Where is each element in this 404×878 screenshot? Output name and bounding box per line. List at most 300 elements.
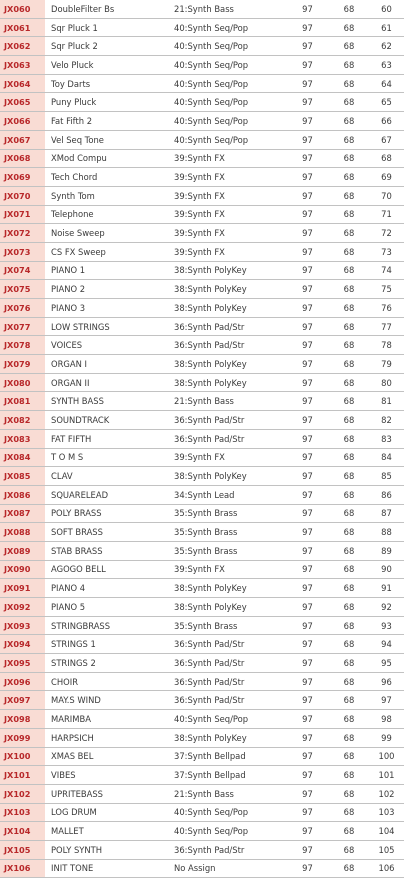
tone-number: JX066 <box>0 112 45 131</box>
tone-number: JX084 <box>0 448 45 467</box>
tone-category: 38:Synth PolyKey <box>172 299 286 318</box>
tone-number: JX105 <box>0 840 45 859</box>
tone-number: JX073 <box>0 242 45 261</box>
lsb-value: 68 <box>329 429 369 448</box>
pc-value: 78 <box>369 336 404 355</box>
msb-value: 97 <box>286 504 329 523</box>
tone-category: 36:Synth Pad/Str <box>172 654 286 673</box>
lsb-value: 68 <box>329 224 369 243</box>
msb-value: 97 <box>286 242 329 261</box>
tone-number: JX100 <box>0 747 45 766</box>
tone-category: 38:Synth PolyKey <box>172 261 286 280</box>
tone-number: JX088 <box>0 523 45 542</box>
pc-value: 86 <box>369 485 404 504</box>
lsb-value: 68 <box>329 579 369 598</box>
pc-value: 91 <box>369 579 404 598</box>
table-row <box>0 635 404 654</box>
pc-value: 90 <box>369 560 404 579</box>
msb-value: 97 <box>286 523 329 542</box>
tone-category: 39:Synth FX <box>172 186 286 205</box>
tone-number: JX081 <box>0 392 45 411</box>
table-row <box>0 691 404 710</box>
tone-category: 40:Synth Seq/Pop <box>172 803 286 822</box>
msb-value: 97 <box>286 74 329 93</box>
tone-category: 39:Synth FX <box>172 205 286 224</box>
lsb-value: 68 <box>329 130 369 149</box>
tone-name: STAB BRASS <box>45 541 172 560</box>
tone-category: 35:Synth Brass <box>172 504 286 523</box>
tone-name: Sqr Pluck 2 <box>45 37 172 56</box>
pc-value: 104 <box>369 822 404 841</box>
msb-value: 97 <box>286 579 329 598</box>
tone-category: 40:Synth Seq/Pop <box>172 18 286 37</box>
tone-name: STRINGBRASS <box>45 616 172 635</box>
msb-value: 97 <box>286 710 329 729</box>
pc-value: 69 <box>369 168 404 187</box>
pc-value: 60 <box>369 0 404 18</box>
table-row <box>0 504 404 523</box>
table-row <box>0 205 404 224</box>
table-row <box>0 616 404 635</box>
msb-value: 97 <box>286 635 329 654</box>
tone-number: JX072 <box>0 224 45 243</box>
tone-name: Tech Chord <box>45 168 172 187</box>
tone-name: SOFT BRASS <box>45 523 172 542</box>
tone-name: POLY BRASS <box>45 504 172 523</box>
tone-category: 39:Synth FX <box>172 448 286 467</box>
pc-value: 103 <box>369 803 404 822</box>
tone-category: 38:Synth PolyKey <box>172 579 286 598</box>
lsb-value: 68 <box>329 654 369 673</box>
pc-value: 94 <box>369 635 404 654</box>
lsb-value: 68 <box>329 205 369 224</box>
pc-value: 84 <box>369 448 404 467</box>
tone-number: JX069 <box>0 168 45 187</box>
table-row <box>0 74 404 93</box>
tone-name: Noise Sweep <box>45 224 172 243</box>
table-row <box>0 186 404 205</box>
tone-category: 36:Synth Pad/Str <box>172 317 286 336</box>
lsb-value: 68 <box>329 392 369 411</box>
tone-category: 36:Synth Pad/Str <box>172 840 286 859</box>
tone-name: Puny Pluck <box>45 93 172 112</box>
msb-value: 97 <box>286 93 329 112</box>
msb-value: 97 <box>286 149 329 168</box>
pc-value: 73 <box>369 242 404 261</box>
lsb-value: 68 <box>329 672 369 691</box>
tone-number: JX077 <box>0 317 45 336</box>
tone-category: 38:Synth PolyKey <box>172 355 286 374</box>
tone-number: JX086 <box>0 485 45 504</box>
table-row <box>0 579 404 598</box>
tone-category: 40:Synth Seq/Pop <box>172 93 286 112</box>
table-row <box>0 840 404 859</box>
tone-number: JX083 <box>0 429 45 448</box>
tone-category: 38:Synth PolyKey <box>172 467 286 486</box>
msb-value: 97 <box>286 37 329 56</box>
pc-value: 85 <box>369 467 404 486</box>
table-row <box>0 766 404 785</box>
tone-category: 37:Synth Bellpad <box>172 766 286 785</box>
pc-value: 106 <box>369 859 404 878</box>
lsb-value: 68 <box>329 373 369 392</box>
tone-category: 35:Synth Brass <box>172 616 286 635</box>
table-row <box>0 598 404 617</box>
pc-value: 68 <box>369 149 404 168</box>
tone-name: XMAS BEL <box>45 747 172 766</box>
tone-number: JX075 <box>0 280 45 299</box>
pc-value: 82 <box>369 411 404 430</box>
tone-number: JX106 <box>0 859 45 878</box>
tone-category: 40:Synth Seq/Pop <box>172 56 286 75</box>
pc-value: 62 <box>369 37 404 56</box>
pc-value: 95 <box>369 654 404 673</box>
tone-category: 36:Synth Pad/Str <box>172 691 286 710</box>
tone-name: DoubleFilter Bs <box>45 0 172 18</box>
tone-name: T O M S <box>45 448 172 467</box>
msb-value: 97 <box>286 299 329 318</box>
table-row <box>0 859 404 878</box>
tone-number: JX068 <box>0 149 45 168</box>
tone-category: 21:Synth Bass <box>172 392 286 411</box>
pc-value: 76 <box>369 299 404 318</box>
tone-number: JX076 <box>0 299 45 318</box>
msb-value: 97 <box>286 280 329 299</box>
msb-value: 97 <box>286 541 329 560</box>
msb-value: 97 <box>286 784 329 803</box>
lsb-value: 68 <box>329 74 369 93</box>
pc-value: 77 <box>369 317 404 336</box>
table-row <box>0 112 404 131</box>
table-row <box>0 485 404 504</box>
lsb-value: 68 <box>329 598 369 617</box>
msb-value: 97 <box>286 411 329 430</box>
tone-number: JX065 <box>0 93 45 112</box>
tone-name: LOG DRUM <box>45 803 172 822</box>
tone-number: JX089 <box>0 541 45 560</box>
msb-value: 97 <box>286 205 329 224</box>
tone-name: Vel Seq Tone <box>45 130 172 149</box>
tone-number: JX087 <box>0 504 45 523</box>
lsb-value: 68 <box>329 18 369 37</box>
lsb-value: 68 <box>329 280 369 299</box>
tone-name: Synth Tom <box>45 186 172 205</box>
tone-number: JX063 <box>0 56 45 75</box>
tone-name: CHOIR <box>45 672 172 691</box>
tone-name: SOUNDTRACK <box>45 411 172 430</box>
lsb-value: 68 <box>329 504 369 523</box>
msb-value: 97 <box>286 130 329 149</box>
tone-name: XMod Compu <box>45 149 172 168</box>
pc-value: 105 <box>369 840 404 859</box>
table-row <box>0 261 404 280</box>
pc-value: 66 <box>369 112 404 131</box>
tone-number: JX079 <box>0 355 45 374</box>
tone-name: ORGAN II <box>45 373 172 392</box>
table-row <box>0 336 404 355</box>
tone-number: JX098 <box>0 710 45 729</box>
tone-number: JX104 <box>0 822 45 841</box>
msb-value: 97 <box>286 822 329 841</box>
pc-value: 102 <box>369 784 404 803</box>
msb-value: 97 <box>286 56 329 75</box>
lsb-value: 68 <box>329 784 369 803</box>
pc-value: 64 <box>369 74 404 93</box>
msb-value: 97 <box>286 261 329 280</box>
msb-value: 97 <box>286 803 329 822</box>
tone-name: STRINGS 2 <box>45 654 172 673</box>
msb-value: 97 <box>286 168 329 187</box>
table-row <box>0 242 404 261</box>
tone-number: JX094 <box>0 635 45 654</box>
lsb-value: 68 <box>329 616 369 635</box>
lsb-value: 68 <box>329 37 369 56</box>
table-row <box>0 130 404 149</box>
tone-number: JX067 <box>0 130 45 149</box>
tone-number: JX078 <box>0 336 45 355</box>
tone-category: 35:Synth Brass <box>172 541 286 560</box>
msb-value: 97 <box>286 0 329 18</box>
msb-value: 97 <box>286 747 329 766</box>
table-row <box>0 149 404 168</box>
tone-number: JX092 <box>0 598 45 617</box>
tone-number: JX080 <box>0 373 45 392</box>
msb-value: 97 <box>286 112 329 131</box>
table-row <box>0 0 404 18</box>
table-row <box>0 411 404 430</box>
tone-name: Fat Fifth 2 <box>45 112 172 131</box>
lsb-value: 68 <box>329 317 369 336</box>
table-row <box>0 429 404 448</box>
tone-name: PIANO 3 <box>45 299 172 318</box>
lsb-value: 68 <box>329 56 369 75</box>
tone-number: JX064 <box>0 74 45 93</box>
tone-name: AGOGO BELL <box>45 560 172 579</box>
table-row <box>0 541 404 560</box>
pc-value: 97 <box>369 691 404 710</box>
tone-name: MAY.S WIND <box>45 691 172 710</box>
msb-value: 97 <box>286 186 329 205</box>
tone-category: 38:Synth PolyKey <box>172 280 286 299</box>
table-row <box>0 560 404 579</box>
pc-value: 88 <box>369 523 404 542</box>
tone-category: 39:Synth FX <box>172 168 286 187</box>
tone-category: 37:Synth Bellpad <box>172 747 286 766</box>
tone-category: 38:Synth PolyKey <box>172 598 286 617</box>
msb-value: 97 <box>286 392 329 411</box>
tone-number: JX061 <box>0 18 45 37</box>
msb-value: 97 <box>286 766 329 785</box>
tone-name: Toy Darts <box>45 74 172 93</box>
lsb-value: 68 <box>329 728 369 747</box>
lsb-value: 68 <box>329 523 369 542</box>
table-row <box>0 803 404 822</box>
tone-category: 34:Synth Lead <box>172 485 286 504</box>
lsb-value: 68 <box>329 467 369 486</box>
tone-number: JX093 <box>0 616 45 635</box>
msb-value: 97 <box>286 840 329 859</box>
msb-value: 97 <box>286 336 329 355</box>
tone-category: 40:Synth Seq/Pop <box>172 37 286 56</box>
tone-number: JX099 <box>0 728 45 747</box>
table-row <box>0 56 404 75</box>
tone-category: 36:Synth Pad/Str <box>172 672 286 691</box>
lsb-value: 68 <box>329 822 369 841</box>
lsb-value: 68 <box>329 747 369 766</box>
tone-name: VIBES <box>45 766 172 785</box>
tone-name: UPRITEBASS <box>45 784 172 803</box>
lsb-value: 68 <box>329 149 369 168</box>
pc-value: 81 <box>369 392 404 411</box>
table-row <box>0 355 404 374</box>
table-row <box>0 467 404 486</box>
pc-value: 98 <box>369 710 404 729</box>
pc-value: 96 <box>369 672 404 691</box>
pc-value: 87 <box>369 504 404 523</box>
tone-name: CLAV <box>45 467 172 486</box>
lsb-value: 68 <box>329 766 369 785</box>
msb-value: 97 <box>286 672 329 691</box>
pc-value: 75 <box>369 280 404 299</box>
pc-value: 100 <box>369 747 404 766</box>
pc-value: 99 <box>369 728 404 747</box>
lsb-value: 68 <box>329 112 369 131</box>
pc-value: 89 <box>369 541 404 560</box>
msb-value: 97 <box>286 691 329 710</box>
tone-name: PIANO 5 <box>45 598 172 617</box>
msb-value: 97 <box>286 728 329 747</box>
lsb-value: 68 <box>329 560 369 579</box>
msb-value: 97 <box>286 616 329 635</box>
table-row <box>0 37 404 56</box>
tone-name: PIANO 2 <box>45 280 172 299</box>
msb-value: 97 <box>286 560 329 579</box>
pc-value: 92 <box>369 598 404 617</box>
lsb-value: 68 <box>329 299 369 318</box>
pc-value: 67 <box>369 130 404 149</box>
tone-category: 35:Synth Brass <box>172 523 286 542</box>
tone-number: JX070 <box>0 186 45 205</box>
lsb-value: 68 <box>329 0 369 18</box>
lsb-value: 68 <box>329 411 369 430</box>
table-row <box>0 18 404 37</box>
table-row <box>0 822 404 841</box>
table-row <box>0 710 404 729</box>
pc-value: 63 <box>369 56 404 75</box>
tone-category: 36:Synth Pad/Str <box>172 429 286 448</box>
pc-value: 101 <box>369 766 404 785</box>
lsb-value: 68 <box>329 710 369 729</box>
tone-number: JX085 <box>0 467 45 486</box>
tone-category: 39:Synth FX <box>172 149 286 168</box>
tone-name: STRINGS 1 <box>45 635 172 654</box>
pc-value: 61 <box>369 18 404 37</box>
lsb-value: 68 <box>329 859 369 878</box>
tone-name: POLY SYNTH <box>45 840 172 859</box>
tone-category: 40:Synth Seq/Pop <box>172 74 286 93</box>
msb-value: 97 <box>286 654 329 673</box>
lsb-value: 68 <box>329 448 369 467</box>
tone-number: JX095 <box>0 654 45 673</box>
msb-value: 97 <box>286 859 329 878</box>
tone-category: 36:Synth Pad/Str <box>172 336 286 355</box>
pc-value: 72 <box>369 224 404 243</box>
tone-category: 40:Synth Seq/Pop <box>172 710 286 729</box>
tone-category: 38:Synth PolyKey <box>172 373 286 392</box>
lsb-value: 68 <box>329 261 369 280</box>
msb-value: 97 <box>286 373 329 392</box>
msb-value: 97 <box>286 485 329 504</box>
table-row <box>0 747 404 766</box>
lsb-value: 68 <box>329 485 369 504</box>
tone-name: SYNTH BASS <box>45 392 172 411</box>
pc-value: 83 <box>369 429 404 448</box>
tone-name: SQUARELEAD <box>45 485 172 504</box>
msb-value: 97 <box>286 598 329 617</box>
msb-value: 97 <box>286 355 329 374</box>
table-row <box>0 317 404 336</box>
pc-value: 79 <box>369 355 404 374</box>
msb-value: 97 <box>286 448 329 467</box>
lsb-value: 68 <box>329 840 369 859</box>
tone-name: LOW STRINGS <box>45 317 172 336</box>
pc-value: 71 <box>369 205 404 224</box>
pc-value: 65 <box>369 93 404 112</box>
tone-category: 36:Synth Pad/Str <box>172 411 286 430</box>
tone-name: Velo Pluck <box>45 56 172 75</box>
tone-category: 36:Synth Pad/Str <box>172 635 286 654</box>
table-row <box>0 373 404 392</box>
tone-category: 40:Synth Seq/Pop <box>172 130 286 149</box>
tone-name: PIANO 1 <box>45 261 172 280</box>
tone-category: No Assign <box>172 859 286 878</box>
tone-number: JX074 <box>0 261 45 280</box>
pc-value: 74 <box>369 261 404 280</box>
msb-value: 97 <box>286 224 329 243</box>
lsb-value: 68 <box>329 635 369 654</box>
tone-number: JX096 <box>0 672 45 691</box>
lsb-value: 68 <box>329 355 369 374</box>
lsb-value: 68 <box>329 803 369 822</box>
lsb-value: 68 <box>329 93 369 112</box>
tone-name: HARPSICH <box>45 728 172 747</box>
msb-value: 97 <box>286 18 329 37</box>
tone-name: MALLET <box>45 822 172 841</box>
tone-number: JX097 <box>0 691 45 710</box>
lsb-value: 68 <box>329 186 369 205</box>
table-row <box>0 784 404 803</box>
tone-number: JX060 <box>0 0 45 18</box>
table-row <box>0 728 404 747</box>
tone-category: 38:Synth PolyKey <box>172 728 286 747</box>
table-row <box>0 523 404 542</box>
lsb-value: 68 <box>329 691 369 710</box>
tone-name: CS FX Sweep <box>45 242 172 261</box>
tone-category: 21:Synth Bass <box>172 784 286 803</box>
tone-name: VOICES <box>45 336 172 355</box>
lsb-value: 68 <box>329 242 369 261</box>
tone-name: FAT FIFTH <box>45 429 172 448</box>
lsb-value: 68 <box>329 168 369 187</box>
tone-name: Sqr Pluck 1 <box>45 18 172 37</box>
table-row <box>0 672 404 691</box>
tone-number: JX090 <box>0 560 45 579</box>
tone-category: 40:Synth Seq/Pop <box>172 112 286 131</box>
tone-category: 39:Synth FX <box>172 560 286 579</box>
msb-value: 97 <box>286 467 329 486</box>
msb-value: 97 <box>286 317 329 336</box>
table-row <box>0 392 404 411</box>
